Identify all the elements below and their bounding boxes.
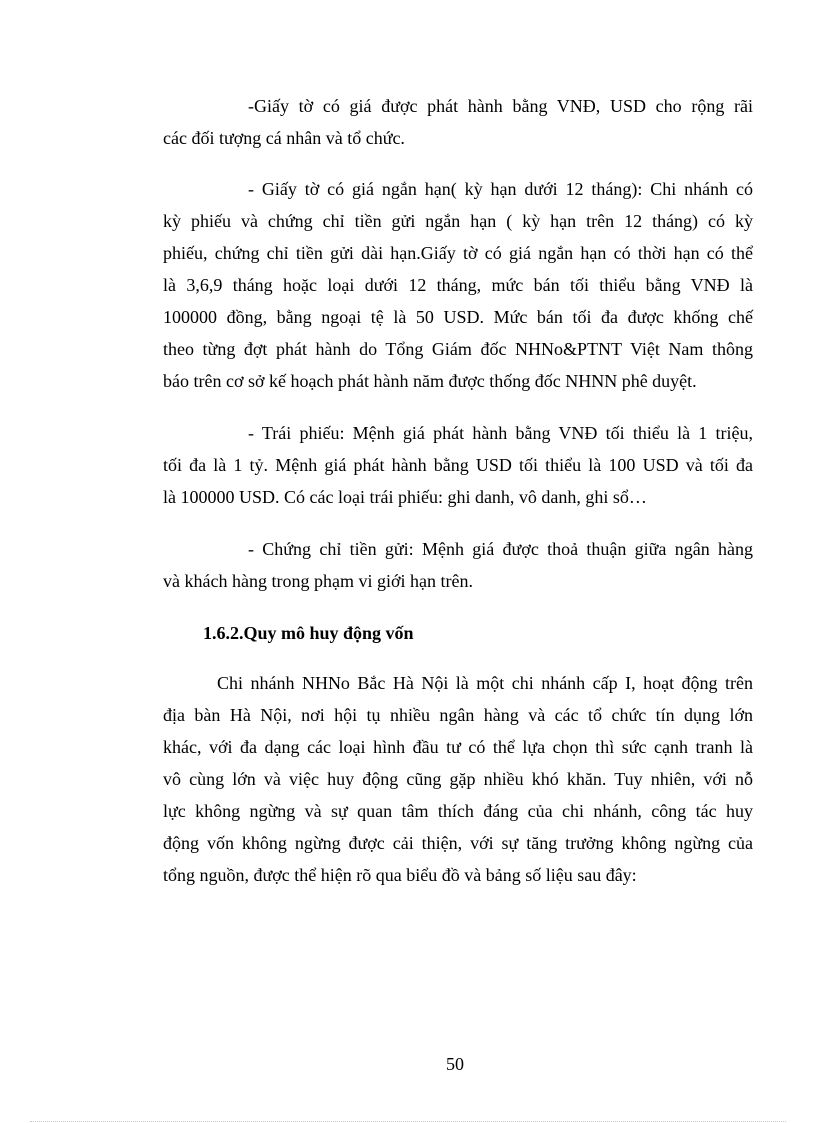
paragraph-3-line-1: - Trái phiếu: Mệnh giá phát hành bằng VNĐ tối thiểu là 1 triệu, [248, 423, 753, 443]
body-paragraph-line-4: vô cùng lớn và việc huy động cũng gặp nhiều khó khăn. Tuy nhiên, với nỗ [163, 769, 753, 789]
body-paragraph-line-3: khác, với đa dạng các loại hình đầu tư có thể lựa chọn thì sức cạnh tranh là [163, 737, 753, 757]
paragraph-2-line-4: là 3,6,9 tháng hoặc loại dưới 12 tháng, mức bán tối thiểu bằng VNĐ là [163, 275, 753, 295]
body-paragraph-line-1: Chi nhánh NHNo Bắc Hà Nội là một chi nhánh cấp I, hoạt động trên [217, 673, 753, 693]
page-bottom-divider [30, 1121, 786, 1122]
page-number: 50 [446, 1054, 464, 1074]
paragraph-2-line-6: theo từng đợt phát hành do Tổng Giám đốc NHNo&PTNT Việt Nam thông [163, 339, 753, 359]
paragraph-2-line-1: - Giấy tờ có giá ngắn hạn( kỳ hạn dưới 12 tháng): Chi nhánh có [248, 179, 753, 199]
body-paragraph-line-2: địa bàn Hà Nội, nơi hội tụ nhiều ngân hàng và các tổ chức tín dụng lớn [163, 705, 753, 725]
body-paragraph-line-5: lực không ngừng và sự quan tâm thích đáng của chi nhánh, công tác huy [163, 801, 753, 821]
paragraph-2-line-5: 100000 đồng, bằng ngoại tệ là 50 USD. Mức bán tối đa được khống chế [163, 307, 753, 327]
paragraph-2-line-7: báo trên cơ sở kế hoạch phát hành năm được thống đốc NHNN phê duyệt. [163, 371, 697, 391]
paragraph-3-line-3: là 100000 USD. Có các loại trái phiếu: ghi danh, vô danh, ghi sổ… [163, 487, 647, 507]
paragraph-2-line-3: phiếu, chứng chỉ tiền gửi dài hạn.Giấy tờ có giá ngắn hạn có thời hạn có thể [163, 243, 753, 263]
section-heading: 1.6.2.Quy mô huy động vốn [203, 623, 414, 643]
paragraph-2-line-2: kỳ phiếu và chứng chỉ tiền gửi ngắn hạn ( kỳ hạn trên 12 tháng) có kỳ [163, 211, 753, 231]
paragraph-1-line-1: -Giấy tờ có giá được phát hành bằng VNĐ, USD cho rộng rãi [248, 96, 753, 116]
body-paragraph-line-7: tổng nguồn, được thể hiện rõ qua biểu đồ và bảng số liệu sau đây: [163, 865, 637, 885]
paragraph-4-line-2: và khách hàng trong phạm vi giới hạn trên. [163, 571, 473, 591]
paragraph-3-line-2: tối đa là 1 tỷ. Mệnh giá phát hành bằng USD tối thiểu là 100 USD và tối đa [163, 455, 753, 475]
paragraph-1-line-2: các đối tượng cá nhân và tổ chức. [163, 128, 405, 148]
paragraph-4-line-1: - Chứng chỉ tiền gửi: Mệnh giá được thoả thuận giữa ngân hàng [248, 539, 753, 559]
body-paragraph-line-6: động vốn không ngừng được cải thiện, với sự tăng trưởng không ngừng của [163, 833, 753, 853]
